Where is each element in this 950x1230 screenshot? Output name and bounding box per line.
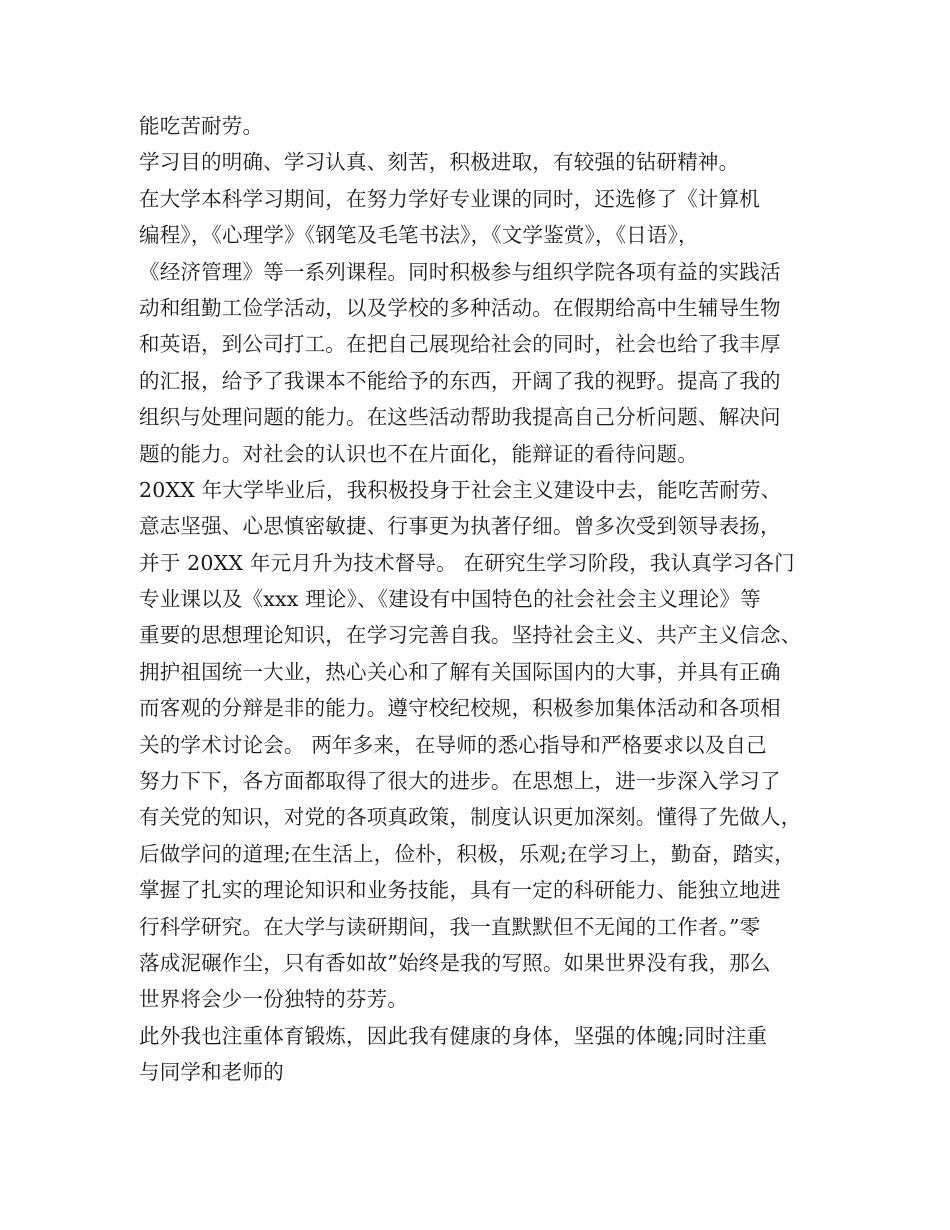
- text-line: 重要的思想理论知识，在学习完善自我。坚持社会主义、共产主义信念、: [139, 623, 802, 648]
- text-line: 编程》，《心理学》《钢笔及毛笔书法》，《文学鉴赏》，《日语》，: [139, 223, 699, 248]
- text-line: 学习目的明确、学习认真、刻苦，积极进取，有较强的钻研精神。: [139, 150, 740, 175]
- text-line: 掌握了扎实的理论知识和业务技能，具有一定的科研能力、能独立地进: [139, 878, 781, 903]
- text-line: 后做学问的道理;在生活上，俭朴，积极，乐观;在学习上，勤奋，踏实，: [139, 841, 795, 866]
- text-line: 关的学术讨论会。 两年多来，在导师的悉心指导和严格要求以及自己: [139, 732, 767, 757]
- text-line: 能吃苦耐劳。: [139, 114, 264, 138]
- text-line: 20XX 年大学毕业后，我积极投身于社会主义建设中去，能吃苦耐劳、: [139, 477, 782, 502]
- text-line: 落成泥碾作尘，只有香如故”始终是我的写照。如果世界没有我，那么: [139, 950, 771, 975]
- text-line: 世界将会少一份独特的芬芳。: [139, 987, 409, 1012]
- text-line: 拥护祖国统一大业，热心关心和了解有关国际国内的大事，并具有正确: [139, 659, 781, 684]
- text-line: 此外我也注重体育锻炼，因此我有健康的身体，坚强的体魄;同时注重: [139, 1023, 768, 1048]
- text-line: 而客观的分辩是非的能力。遵守校纪校规，积极参加集体活动和各项相: [139, 696, 781, 721]
- text-line: 行科学研究。在大学与读研期间，我一直默默但不无闻的工作者。”零: [139, 914, 761, 939]
- text-line: 有关党的知识，对党的各项真政策，制度认识更加深刻。懂得了先做人，: [139, 805, 802, 830]
- text-line: 意志坚强、心思慎密敏捷、行事更为执著仔细。曾多次受到领导表扬，: [139, 514, 781, 539]
- body-text: [139, 108, 829, 1091]
- text-line: 题的能力。对社会的认识也不在片面化，能辩证的看待问题。: [139, 441, 698, 466]
- text-line: 在大学本科学习期间，在努力学好专业课的同时，还选修了《计算机: [139, 186, 760, 211]
- text-line: 和英语，到公司打工。在把自己展现给社会的同时，社会也给了我丰厚: [139, 332, 781, 357]
- text-line: 组织与处理问题的能力。在这些活动帮助我提高自己分析问题、解决问: [139, 405, 781, 430]
- text-line: 与同学和老师的: [139, 1060, 284, 1085]
- text-line: 努力下下，各方面都取得了很大的进步。在思想上，进一步深入学习了: [139, 769, 781, 794]
- text-line: 动和组勤工俭学活动，以及学校的多种活动。在假期给高中生辅导生物: [139, 295, 781, 320]
- text-line: 专业课以及《xxx 理论》、《建设有中国特色的社会社会主义理论》等: [139, 587, 761, 612]
- text-line: 的汇报，给予了我课本不能给予的东西，开阔了我的视野。提高了我的: [139, 368, 781, 393]
- text-line: 并于 20XX 年元月升为技术督导。 在研究生学习阶段，我认真学习各门: [139, 550, 795, 575]
- text-line: 《经济管理》等一系列课程。同时积极参与组织学院各项有益的实践活: [139, 259, 781, 284]
